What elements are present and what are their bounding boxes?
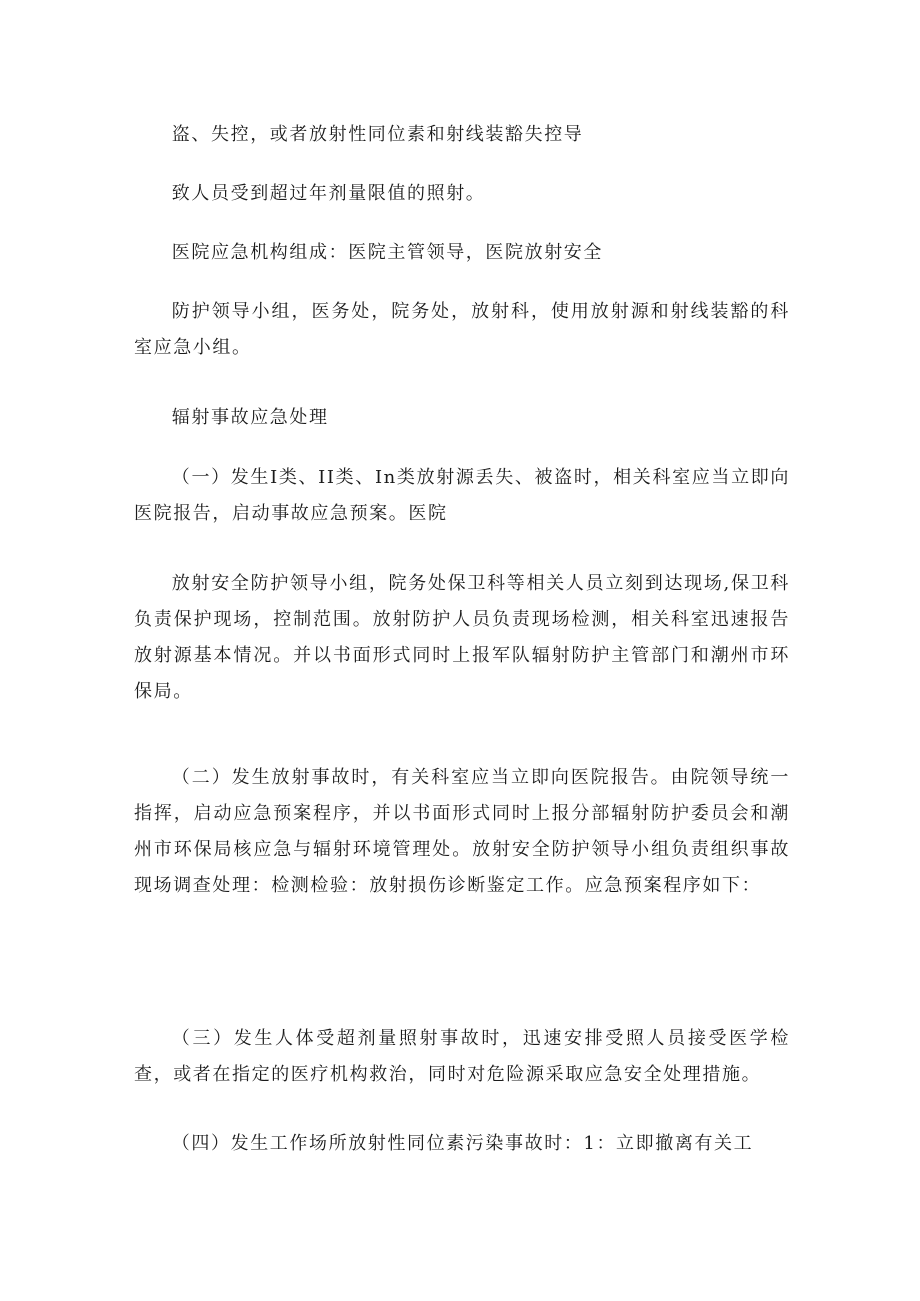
paragraph-5: （一）发生I类、II类、In类放射源丢失、被盗时，相关科室应当立即向医院报告，启动事故应急预案。医院	[134, 467, 790, 524]
paragraph-1: 盗、失控，或者放射性同位素和射线装豁失控导	[171, 124, 584, 145]
paragraph-6: 放射安全防护领导小组，院务处保卫科等相关人员立刻到达现场,保卫科负责保护现场，控制范围。放射防护人员负责现场检测，相关科室迅速报告放射源基本情况。并以书面形式同时上报军队辐射防护主管部门和潮州市环保局。	[134, 573, 790, 702]
paragraph-8: （三）发生人体受超剂量照射事故时，迅速安排受照人员接受医学检查，或者在指定的医疗机构救治，同时对危险源采取应急安全处理措施。	[134, 1028, 790, 1085]
paragraph-4: 防护领导小组，医务处，院务处，放射科，使用放射源和射线装豁的科室应急小组。	[134, 301, 790, 358]
paragraph-2: 致人员受到超过年剂量限值的照射。	[171, 183, 486, 204]
paragraph-3: 医院应急机构组成：医院主管领导，医院放射安全	[171, 242, 603, 263]
section-heading: 辐射事故应急处理	[171, 407, 329, 428]
paragraph-7: （二）发生放射事故时，有关科室应当立即向医院报告。由院领导统一指挥，启动应急预案程序，并以书面形式同时上报分部辐射防护委员会和潮州市环保局核应急与辐射环境管理处。放射安全防护领导小组负责组织事故现场调查处理：检测检验：放射损伤诊断鉴定工作。应急预案程序如下：	[134, 767, 790, 896]
paragraph-9: （四）发生工作场所放射性同位素污染事故时：1：立即撤离有关工	[171, 1133, 754, 1154]
